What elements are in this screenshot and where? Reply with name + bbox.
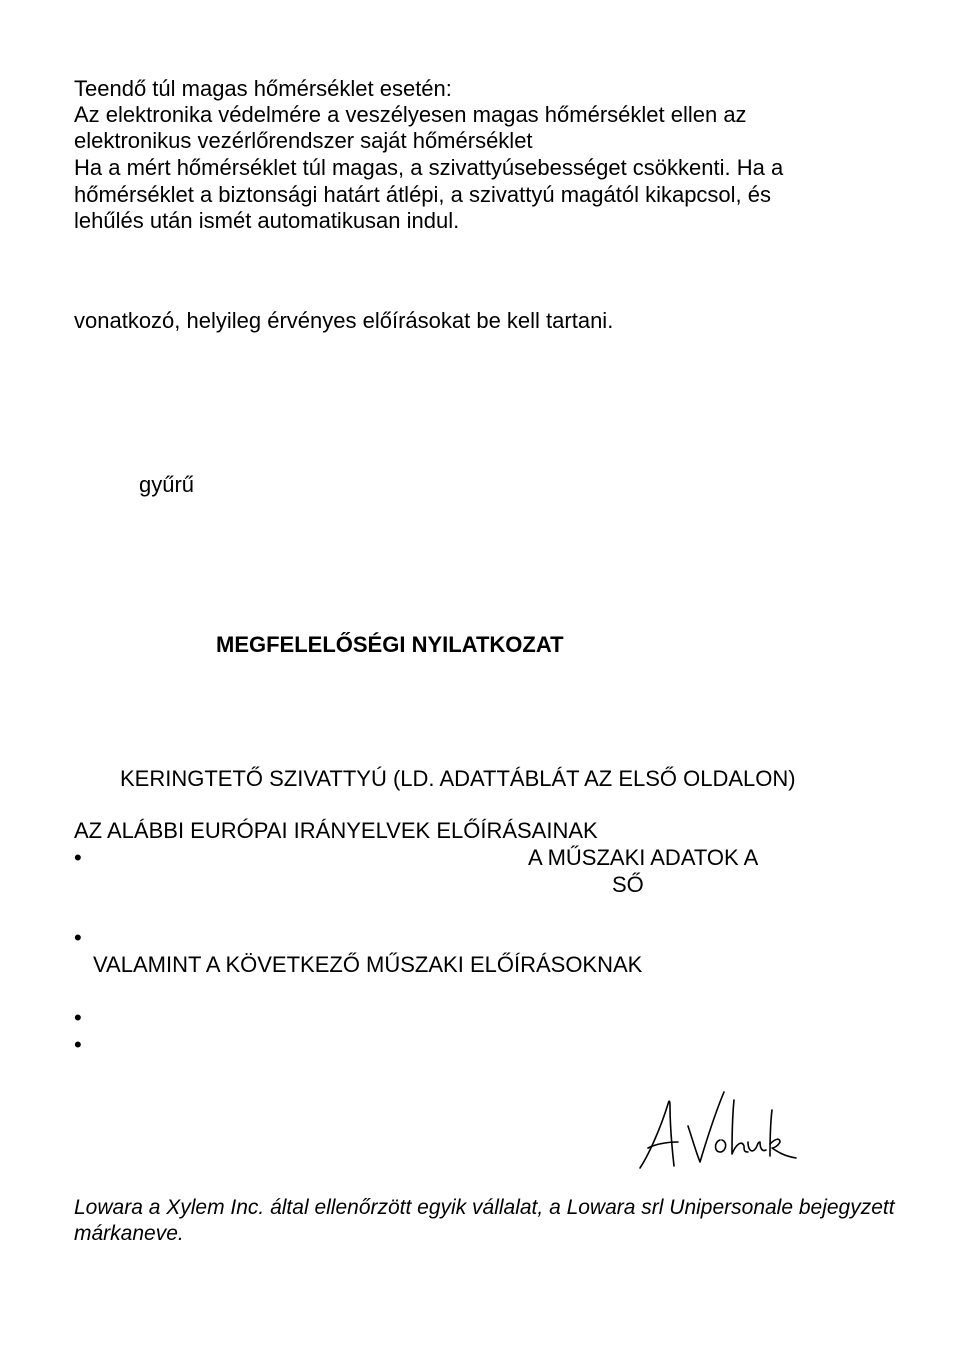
standards-heading: VALAMINT A KÖVETKEZŐ MŰSZAKI ELŐÍRÁSOKNAK	[93, 952, 643, 977]
temp-line-3: elektronikus vezérlőrendszer saját hőmérséklet	[74, 128, 533, 153]
regulations-line: vonatkozó, helyileg érvényes előírásokat be kell tartani.	[74, 308, 614, 333]
temp-line-2: Az elektronika védelmére a veszélyesen magas hőmérséklet ellen az	[74, 102, 747, 127]
bullet-2: •	[74, 925, 82, 950]
footer-note-line-1: Lowara a Xylem Inc. által ellenőrzött egyik vállalat, a Lowara srl Unipersonale bejegyzett	[74, 1196, 895, 1219]
product-line: KERINGTETŐ SZIVATTYÚ (LD. ADATTÁBLÁT AZ ELSŐ OLDALON)	[120, 766, 796, 791]
declaration-title: MEGFELELŐSÉGI NYILATKOZAT	[216, 632, 564, 657]
temp-heading: Teendő túl magas hőmérséklet esetén:	[74, 76, 452, 101]
ring-label: gyűrű	[139, 472, 195, 497]
temp-line-5: hőmérséklet a biztonsági határt átlépi, a szivattyú magától kikapcsol, és	[74, 182, 772, 207]
bullet-1-text-2: SŐ	[612, 872, 644, 897]
bullet-1-text: A MŰSZAKI ADATOK A	[528, 845, 759, 870]
footer-note-line-2: márkaneve.	[74, 1222, 184, 1245]
temp-line-4: Ha a mért hőmérséklet túl magas, a szivattyúsebességet csökkenti. Ha a	[74, 155, 784, 180]
temp-line-6: lehűlés után ismét automatikusan indul.	[74, 208, 460, 233]
bullet-1: •	[74, 845, 82, 870]
bullet-3: •	[74, 1005, 82, 1030]
bullet-4: •	[74, 1032, 82, 1057]
directives-heading: AZ ALÁBBI EURÓPAI IRÁNYELVEK ELŐÍRÁSAINAK	[74, 818, 598, 843]
signature-icon	[634, 1086, 804, 1176]
